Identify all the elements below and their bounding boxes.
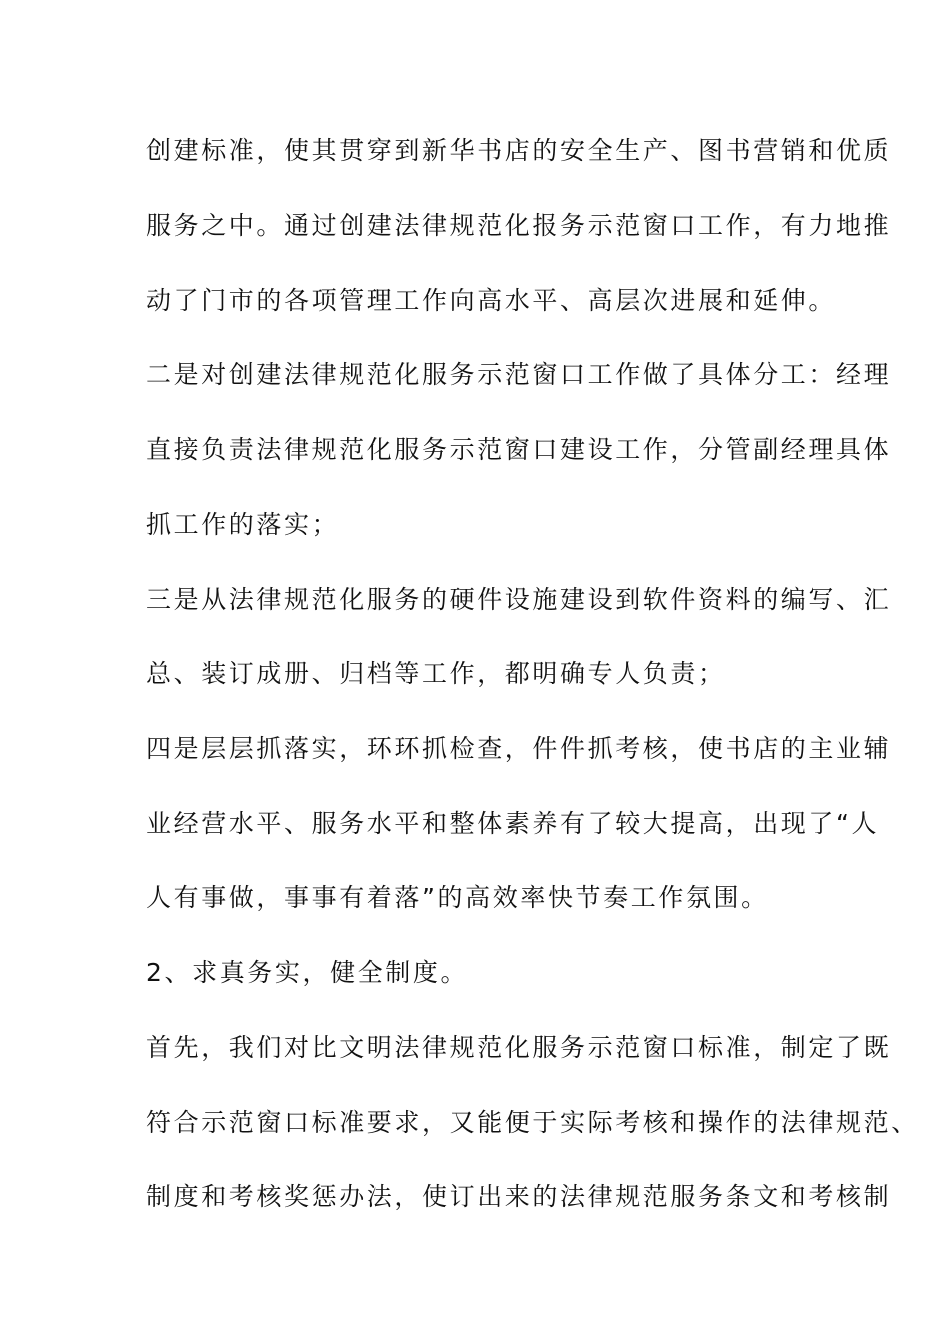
- text-line: 制度和考核奖惩办法，使订出来的法律规范服务条文和考核制: [146, 1182, 892, 1211]
- text-line: 抓工作的落实；: [146, 510, 340, 539]
- text-line: 四是层层抓落实，环环抓检查，件件抓考核，使书店的主业辅: [146, 734, 892, 763]
- text-line: 符合示范窗口标准要求，又能便于实际考核和操作的法律规范、: [146, 1108, 919, 1137]
- text-line: 创建标准，使其贯穿到新华书店的安全生产、图书营销和优质: [146, 136, 892, 165]
- text-line: 动了门市的各项管理工作向高水平、高层次进展和延伸。: [146, 286, 837, 315]
- text-line: 人有事做，事事有着落”的高效率快节奏工作氛围。: [146, 883, 769, 912]
- text-line: 直接负责法律规范化服务示范窗口建设工作，分管副经理具体: [146, 435, 892, 464]
- text-line: 总、装订成册、归档等工作，都明确专人负责；: [146, 659, 726, 688]
- text-line: 业经营水平、服务水平和整体素养有了较大提高，出现了“人: [146, 809, 880, 838]
- text-line: 三是从法律规范化服务的硬件设施建设到软件资料的编写、汇: [146, 585, 892, 614]
- text-line: 首先，我们对比文明法律规范化服务示范窗口标准，制定了既: [146, 1033, 892, 1062]
- text-line: 二是对创建法律规范化服务示范窗口工作做了具体分工：经理: [146, 360, 892, 389]
- text-line: 服务之中。通过创建法律规范化报务示范窗口工作，有力地推: [146, 211, 892, 240]
- section-heading: 2、求真务实，健全制度。: [146, 958, 469, 987]
